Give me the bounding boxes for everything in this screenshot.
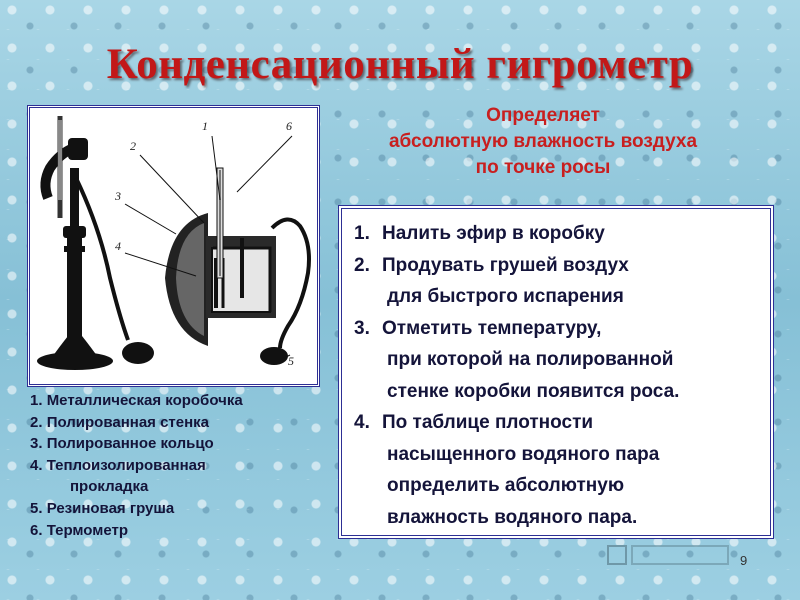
figure-label-5: 5 (288, 354, 294, 368)
step-line (354, 470, 762, 502)
list-item (30, 520, 335, 542)
part-label: Термометр (46, 521, 129, 539)
part-number: 3. (30, 435, 43, 453)
step-text: насыщенного водяного пара (387, 443, 660, 465)
figure-label-1: 1 (202, 119, 208, 133)
step-line (354, 502, 762, 534)
hygrometer-drawing (30, 108, 317, 384)
step-line (354, 344, 762, 376)
list-item (30, 455, 335, 477)
figure-label-3: 3 (115, 189, 121, 203)
subtitle (346, 103, 740, 181)
slide-number: 9 (740, 553, 748, 568)
step-line (354, 376, 762, 408)
list-item (30, 390, 335, 412)
part-label: Теплоизолированная (46, 456, 206, 474)
subtitle-line: Определяет (486, 105, 600, 126)
step-text: определить абсолютную (387, 475, 625, 496)
list-item (30, 498, 335, 520)
hygrometer-illustration (27, 105, 320, 387)
slide-title: Конденсационный гигрометр (106, 41, 694, 88)
step-line (354, 439, 762, 471)
figure-label-2: 2 (130, 139, 136, 153)
step-number: 3. (354, 317, 370, 339)
part-label: Полированное кольцо (46, 435, 214, 453)
list-item (30, 476, 335, 498)
subtitle-line: абсолютную влажность воздуха (388, 131, 698, 152)
part-label: прокладка (70, 478, 149, 496)
step-number: 2. (354, 254, 370, 276)
figure-label-6: 6 (286, 119, 292, 133)
step-text: для быстрого испарения (387, 286, 624, 307)
step-text: Налить эфир в коробку (382, 223, 605, 244)
part-number: 2. (30, 413, 43, 431)
part-number: 1. (30, 392, 43, 409)
step-line (354, 281, 762, 313)
list-item (30, 412, 335, 434)
watermark-logo (606, 540, 736, 570)
step-text: стенке коробки появится роса. (387, 380, 680, 402)
part-label: Резиновая груша (46, 499, 175, 517)
step-line (354, 250, 762, 282)
figure-label-4: 4 (115, 239, 121, 253)
step-line (354, 313, 762, 345)
step-number: 1. (354, 223, 370, 244)
procedure-steps (338, 205, 774, 539)
part-number: 6. (30, 521, 43, 539)
step-text: Продувать грушей воздух (382, 254, 629, 276)
part-label: Полированная стенка (46, 413, 210, 431)
part-label: Металлическая коробочка (46, 392, 243, 409)
step-number: 4. (354, 412, 370, 433)
part-number: 5. (30, 499, 43, 517)
step-line (354, 407, 762, 439)
step-text: при которой на полированной (387, 349, 674, 370)
step-text: влажность водяного пара. (387, 506, 638, 528)
part-number: 4. (30, 456, 43, 474)
list-item (30, 433, 335, 455)
parts-list (30, 390, 335, 541)
step-text: Отметить температуру, (382, 317, 602, 339)
step-text: По таблице плотности (382, 412, 594, 433)
subtitle-line: по точке росы (475, 157, 611, 178)
step-line (354, 218, 762, 250)
